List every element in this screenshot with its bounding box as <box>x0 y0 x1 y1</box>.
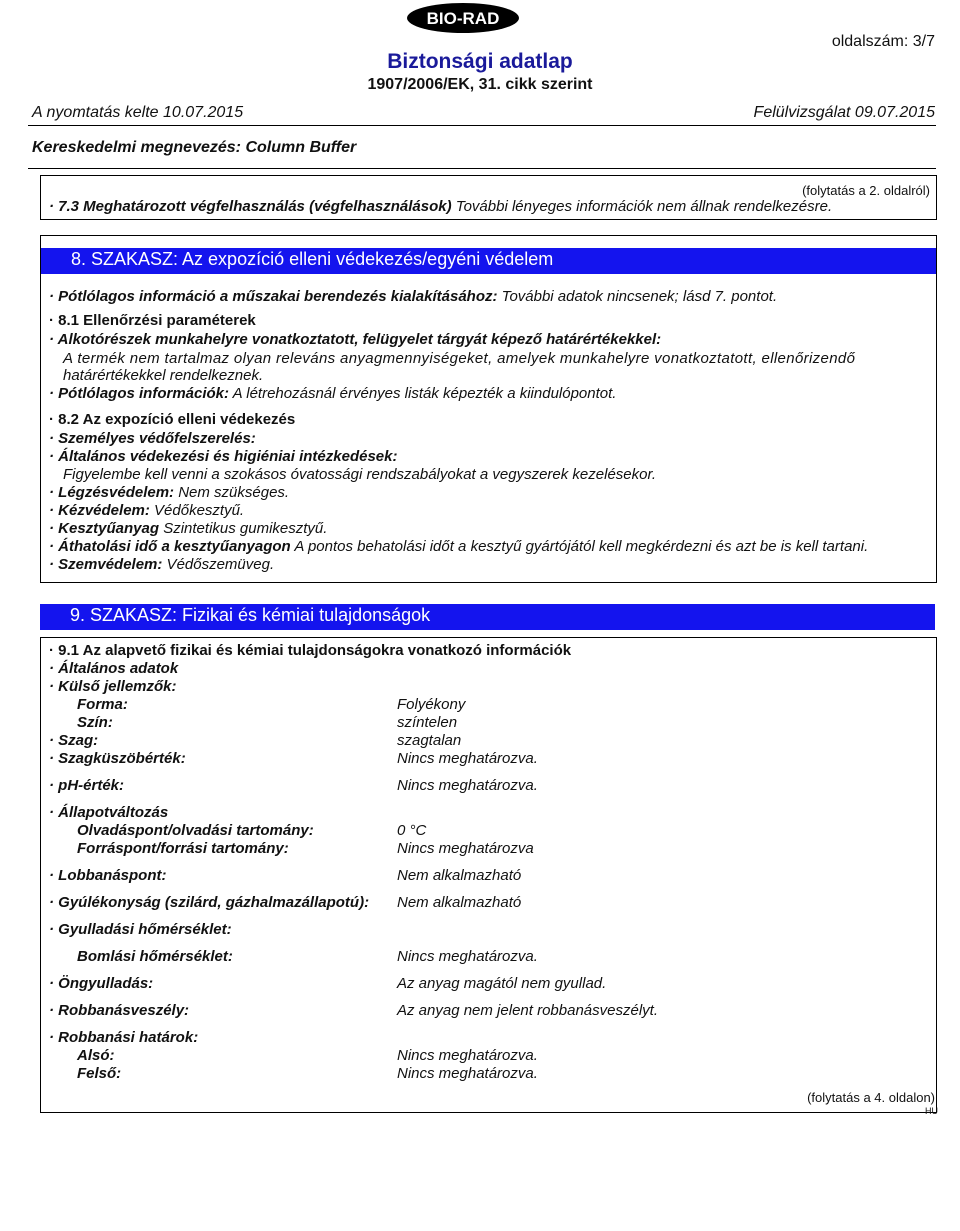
ph-label: · pH-érték: <box>49 777 125 794</box>
flammability-value: Nem alkalmazható <box>397 894 522 911</box>
lower-limit-label: Alsó: <box>77 1047 115 1064</box>
boiling-point-label: Forráspont/forrási tartomány: <box>77 840 289 857</box>
flash-point-label: · Lobbanáspont: <box>49 867 167 884</box>
header-divider <box>28 125 936 126</box>
s73-value: További lényeges információk nem állnak rendelkezésre. <box>451 198 833 215</box>
section-8 <box>40 235 937 583</box>
self-ignition-label: · Öngyulladás: <box>49 975 154 992</box>
melting-point-value: 0 °C <box>397 822 427 839</box>
breakthrough-time <box>49 538 868 555</box>
decomposition-temperature-label: Bomlási hőmérséklet: <box>77 948 233 965</box>
breakthrough-label: · Áthatolási idő a kesztyűanyagon <box>49 538 291 555</box>
glove-value: Szintetikus gumikesztyű. <box>159 520 328 537</box>
s81-title: · 8.1 Ellenőrzési paraméterek <box>49 312 256 329</box>
trade-name-divider <box>28 168 936 169</box>
flammability-label: · Gyúlékonyság (szilárd, gázhalmazállapotú): <box>49 894 370 911</box>
boiling-point-value: Nincs meghatározva <box>397 840 534 857</box>
components-text-1: A termék nem tartalmaz olyan releváns anyagmennyiségeket, amelyek munkahelyre vonatkoztatott, ellenőrizendő <box>63 350 856 367</box>
self-ignition-value: Az anyag magától nem gyullad. <box>397 975 607 992</box>
additional-value: A létrehozásnál érvényes listák képezték a kiindulópontot. <box>229 385 617 402</box>
hygiene-label: · Általános védekezési és higiéniai intézkedések: <box>49 448 398 465</box>
odor-threshold-label: · Szagküszöbérték: <box>49 750 186 767</box>
respiratory-protection <box>49 484 289 501</box>
hygiene-text: Figyelembe kell venni a szokásos óvatossági rendszabályokat a vegyszerek kezelésekor. <box>63 466 657 483</box>
explosion-limits-label: · Robbanási határok: <box>49 1029 199 1046</box>
continued-from: (folytatás a 2. oldalról) <box>802 183 930 198</box>
upper-limit-label: Felső: <box>77 1065 122 1082</box>
technical-info <box>49 288 777 305</box>
section-9-heading <box>40 604 935 630</box>
page-number: oldalszám: 3/7 <box>831 33 935 50</box>
print-date: A nyomtatás kelte 10.07.2015 <box>32 104 244 121</box>
document-title: Biztonsági adatlap <box>387 50 573 73</box>
components-label: · Alkotórészek munkahelyre vonatkoztatott, felügyelet tárgyát képező határértékekkel: <box>49 331 662 348</box>
color-value: színtelen <box>397 714 458 731</box>
flash-point-value: Nem alkalmazható <box>397 867 522 884</box>
section-8-heading <box>41 248 936 274</box>
upper-limit-value: Nincs meghatározva. <box>397 1065 538 1082</box>
ppe-label: · Személyes védőfelszerelés: <box>49 430 256 447</box>
color-label: Szín: <box>77 714 113 731</box>
svg-text:BIO-RAD: BIO-RAD <box>426 9 500 28</box>
odor-label: · Szag: <box>49 732 99 749</box>
s73-line <box>49 198 832 215</box>
section-9-title: 9. SZAKASZ: Fizikai és kémiai tulajdonságok <box>70 605 431 625</box>
technical-value: További adatok nincsenek; lásd 7. pontot. <box>497 288 778 305</box>
s73-label: · 7.3 Meghatározott végfelhasználás (végfelhasználások) <box>49 198 452 215</box>
language-code: HU <box>925 1106 938 1116</box>
additional-label: · Pótlólagos információk: <box>49 385 230 402</box>
breakthrough-value: A pontos behatolási időt a kesztyű gyártójától kell megkérdezni és azt be is kell tartani. <box>290 538 869 555</box>
form-label: Forma: <box>77 696 128 713</box>
melting-point-label: Olvadáspont/olvadási tartomány: <box>77 822 314 839</box>
document-subtitle: 1907/2006/EK, 31. cikk szerint <box>367 76 593 93</box>
form-value: Folyékony <box>397 696 466 713</box>
section-8-title: 8. SZAKASZ: Az expozíció elleni védekezés/egyéni védelem <box>71 249 554 269</box>
s91-title: · 9.1 Az alapvető fizikai és kémiai tulajdonságokra vonatkozó információk <box>49 642 572 659</box>
section-7-continuation <box>40 175 937 220</box>
lower-limit-value: Nincs meghatározva. <box>397 1047 538 1064</box>
continued-to: (folytatás a 4. oldalon) <box>807 1090 935 1105</box>
resp-value: Nem szükséges. <box>174 484 290 501</box>
appearance-label: · Külső jellemzők: <box>49 678 177 695</box>
odor-value: szagtalan <box>397 732 462 749</box>
bio-rad-logo <box>405 2 521 34</box>
general-data: · Általános adatok <box>49 660 179 677</box>
glove-material <box>49 520 327 537</box>
s82-title: · 8.2 Az expozíció elleni védekezés <box>49 411 296 428</box>
ignition-temperature-label: · Gyulladási hőmérséklet: <box>49 921 232 938</box>
additional-info <box>49 385 616 402</box>
explosion-danger-label: · Robbanásveszély: <box>49 1002 190 1019</box>
trade-name: Kereskedelmi megnevezés: Column Buffer <box>32 139 357 156</box>
odor-threshold-value: Nincs meghatározva. <box>397 750 538 767</box>
hand-protection <box>49 502 244 519</box>
ph-value: Nincs meghatározva. <box>397 777 538 794</box>
explosion-danger-value: Az anyag nem jelent robbanásveszélyt. <box>397 1002 658 1019</box>
glove-label: · Kesztyűanyag <box>49 520 160 537</box>
resp-label: · Légzésvédelem: <box>49 484 175 501</box>
eye-value: Védőszemüveg. <box>162 556 275 573</box>
hand-label: · Kézvédelem: <box>49 502 150 519</box>
components-text-2: határértékekkel rendelkeznek. <box>63 367 264 384</box>
technical-label: · Pótlólagos információ a műszakai berendezés kialakításához: <box>49 288 498 305</box>
decomposition-temperature-value: Nincs meghatározva. <box>397 948 538 965</box>
state-change-label: · Állapotváltozás <box>49 804 169 821</box>
revision-date: Felülvizsgálat 09.07.2015 <box>753 104 935 121</box>
eye-protection <box>49 556 274 573</box>
hand-value: Védőkesztyű. <box>149 502 245 519</box>
eye-label: · Szemvédelem: <box>49 556 163 573</box>
section-9 <box>40 637 937 1113</box>
